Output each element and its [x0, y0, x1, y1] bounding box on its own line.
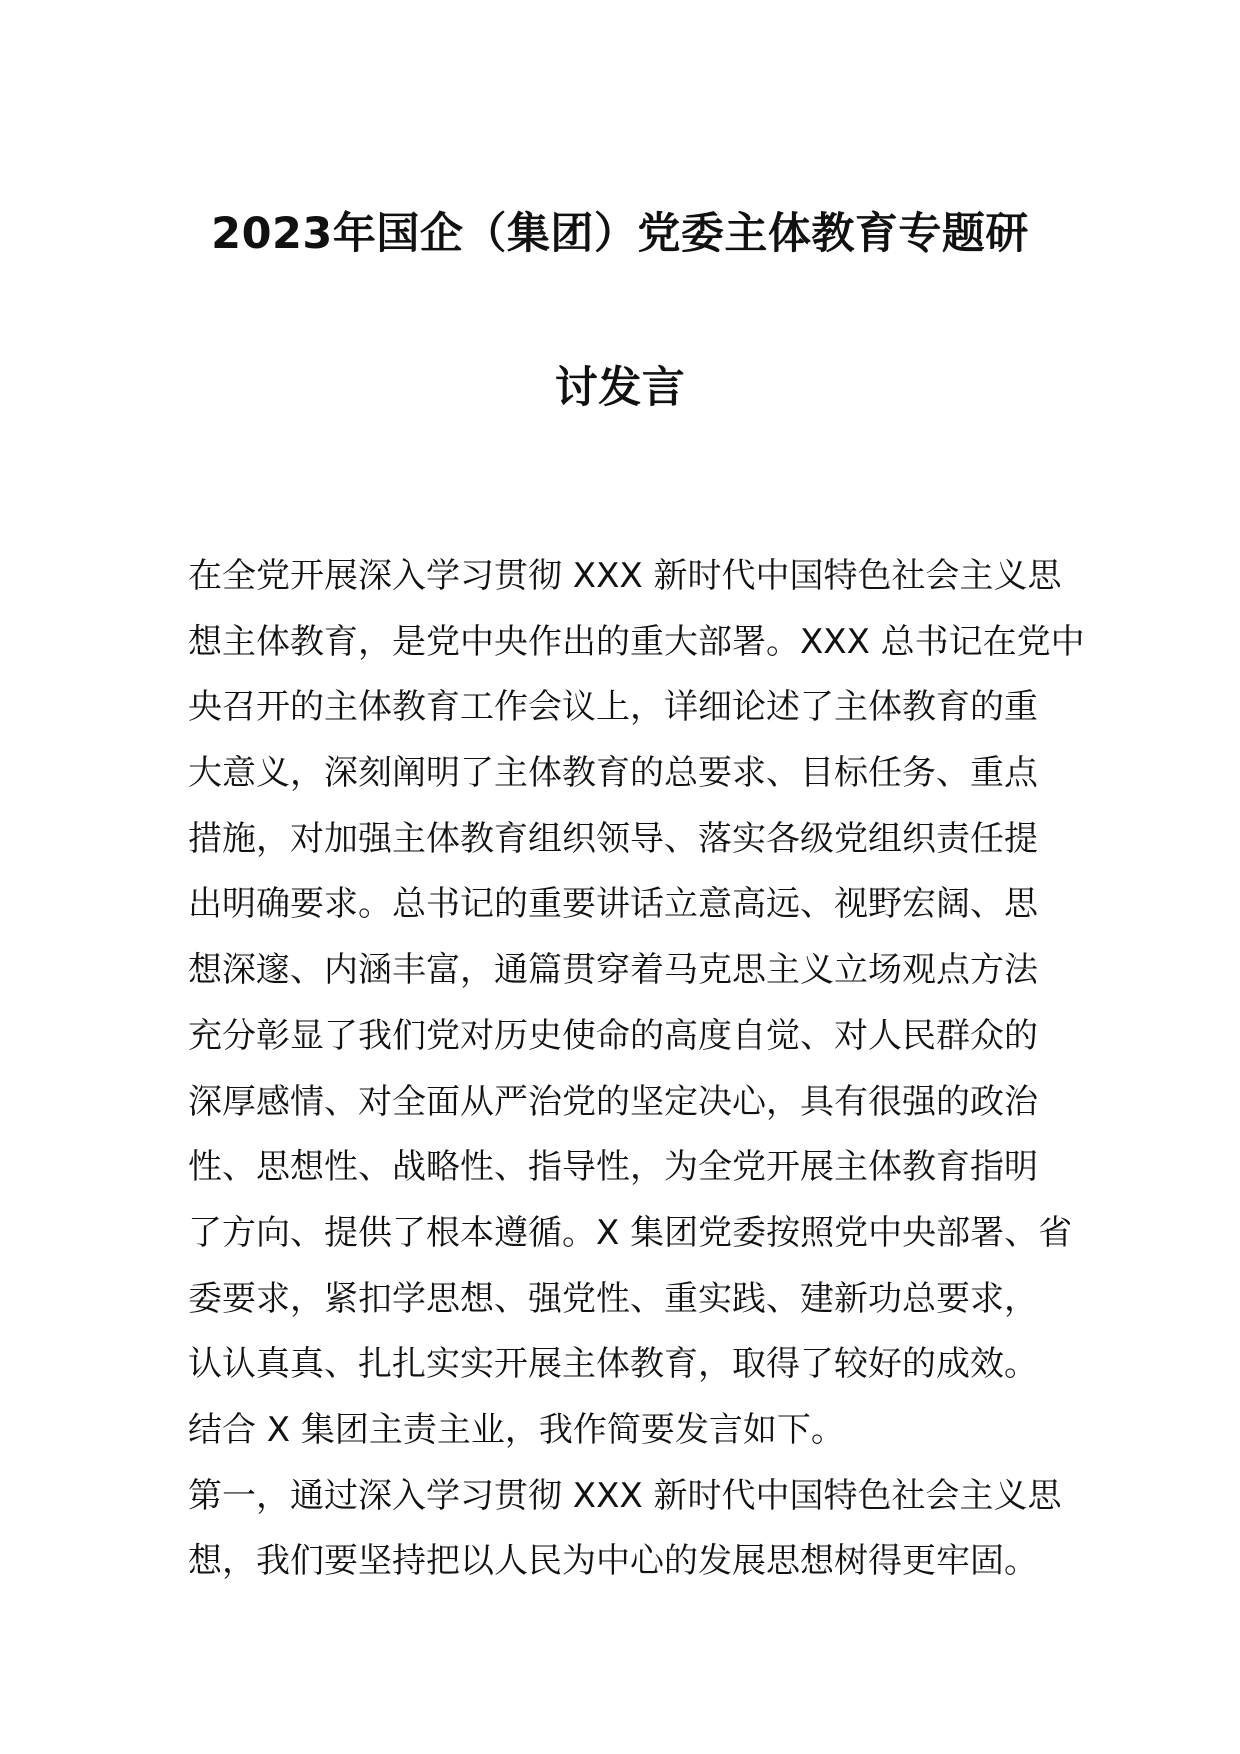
body-line-9: 深厚感情、对全面从严治党的坚定决心，具有很强的政治 — [188, 1081, 1038, 1122]
body-line-6: 出明确要求。总书记的重要讲话立意高远、视野宏阔、思 — [188, 884, 1038, 925]
body-line-4: 大意义，深刻阐明了主体教育的总要求、目标任务、重点 — [188, 753, 1038, 794]
body-line-8: 充分彰显了我们党对历史使命的高度自觉、对人民群众的 — [188, 1015, 1038, 1056]
body-line-11: 了方向、提供了根本遵循。X 集团党委按照党中央部署、省 — [188, 1212, 1073, 1253]
body-line-14: 结合 X 集团主责主业，我作简要发言如下。 — [188, 1409, 845, 1450]
body-line-7: 想深邃、内涵丰富，通篇贯穿着马克思主义立场观点方法 — [188, 950, 1038, 991]
document-title-line-2: 讨发言 — [554, 363, 686, 413]
body-line-5: 措施，对加强主体教育组织领导、落实各级党组织责任提 — [188, 818, 1038, 859]
body-line-10: 性、思想性、战略性、指导性，为全党开展主体教育指明 — [188, 1147, 1038, 1188]
body-line-2: 想主体教育，是党中央作出的重大部署。XXX 总书记在党中 — [188, 621, 1085, 662]
body-line-15: 第一，通过深入学习贯彻 XXX 新时代中国特色社会主义思 — [188, 1475, 1062, 1516]
document-title-line-1: 2023年国企（集团）党委主体教育专题研 — [211, 209, 1029, 259]
body-line-13: 认认真真、扎扎实实开展主体教育，取得了较好的成效。 — [188, 1344, 1038, 1385]
body-line-16: 想，我们要坚持把以人民为中心的发展思想树得更牢固。 — [188, 1541, 1038, 1582]
document-body — [188, 544, 1085, 1595]
body-line-12: 委要求，紧扣学思想、强党性、重实践、建新功总要求， — [188, 1278, 1038, 1319]
body-line-1: 在全党开展深入学习贯彻 XXX 新时代中国特色社会主义思 — [188, 556, 1062, 596]
body-line-3: 央召开的主体教育工作会议上，详细论述了主体教育的重 — [188, 687, 1038, 728]
